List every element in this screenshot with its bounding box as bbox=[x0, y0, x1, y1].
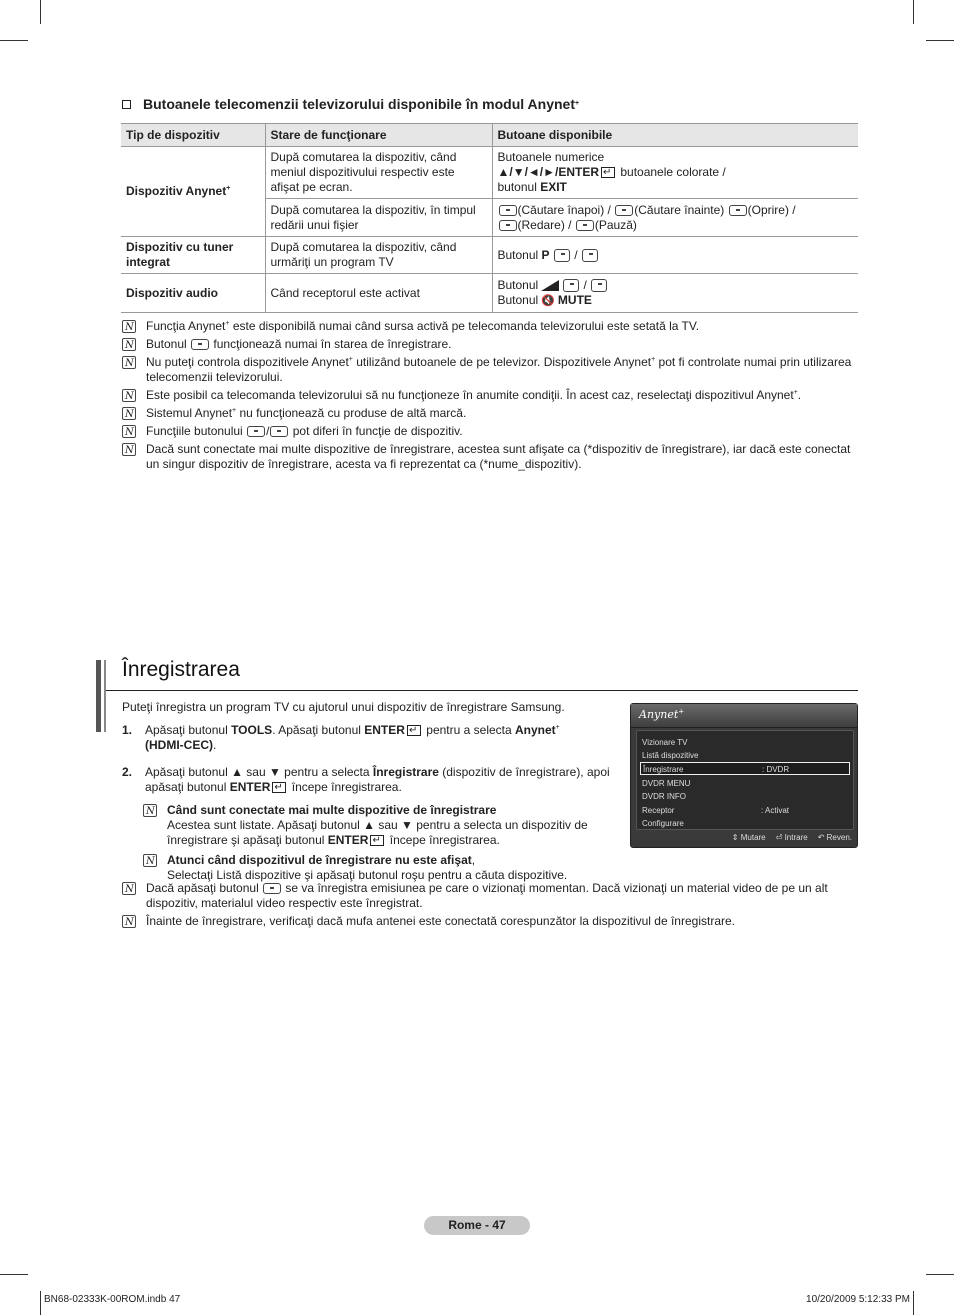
buttons-text: Butonul bbox=[497, 247, 542, 262]
note-text: pot fi controlate numai prin utilizarea telecomenzii televizorului. bbox=[146, 355, 852, 384]
channel-down-icon bbox=[582, 249, 598, 262]
note-text: nu funcţionează cu produse de altă marcă. bbox=[236, 406, 467, 420]
enter-icon bbox=[370, 835, 384, 846]
page-title: Înregistrarea bbox=[122, 658, 240, 681]
pause-icon bbox=[576, 220, 594, 231]
note-text: utilizând butoanele de pe televizor. Dispozitivele Anynet bbox=[352, 355, 652, 369]
osd-menu-item bbox=[640, 817, 850, 830]
sub-title: Atunci când dispozitivul de înregistrare nu este afişat bbox=[167, 853, 472, 867]
list-item bbox=[122, 442, 857, 472]
buttons-text: (Redare) / bbox=[517, 217, 572, 232]
buttons-text: Butonul bbox=[497, 292, 539, 307]
osd-menu-item bbox=[640, 804, 850, 817]
step-number: 2. bbox=[122, 765, 133, 779]
buttons-sep: / bbox=[570, 247, 581, 262]
step-key: (HDMI-CEC) bbox=[145, 738, 213, 752]
osd-hint-text: Intrare bbox=[784, 833, 808, 842]
sub-text: Selectaţi Listă dispozitive şi apăsaţi butonul roşu pentru a căuta dispozitive. bbox=[167, 868, 568, 882]
table-header: Tip de dispozitiv bbox=[121, 124, 265, 147]
buttons-cell bbox=[492, 147, 858, 199]
notes-list bbox=[122, 319, 857, 475]
osd-menu-panel bbox=[636, 730, 854, 830]
fast-forward-icon bbox=[615, 205, 633, 216]
note-icon bbox=[122, 356, 136, 369]
note-sup: + bbox=[348, 356, 353, 363]
volume-icon bbox=[541, 280, 559, 291]
list-item bbox=[122, 319, 857, 334]
buttons-cell bbox=[492, 199, 858, 237]
device-cell bbox=[121, 147, 265, 237]
volume-down-icon bbox=[591, 279, 607, 292]
osd-hint-text: Mutare bbox=[740, 833, 766, 842]
note-sup: + bbox=[651, 356, 656, 363]
note-icon bbox=[122, 389, 136, 402]
state-cell: Când receptorul este activat bbox=[265, 274, 492, 313]
device-buttons-table bbox=[121, 123, 858, 313]
play-icon bbox=[499, 220, 517, 231]
note-text: Nu puteţi controla dispozitivele Anynet bbox=[146, 355, 349, 369]
osd-header bbox=[631, 704, 857, 728]
buttons-line bbox=[498, 165, 854, 180]
list-item bbox=[122, 337, 857, 352]
note-icon bbox=[122, 425, 136, 438]
divider bbox=[106, 690, 858, 691]
footer-datetime: 10/20/2009 5:12:33 PM bbox=[806, 1294, 910, 1305]
footer-filename: BN68-02333K-00ROM.indb 47 bbox=[44, 1294, 181, 1305]
record-icon bbox=[263, 883, 281, 894]
buttons-text: butoanele colorate / bbox=[617, 165, 726, 179]
note-text: Înainte de înregistrare, verificaţi dacă mufa antenei este conectată corespunzător la dispozitivul de înregistrare. bbox=[146, 914, 735, 928]
crop-mark bbox=[40, 1291, 41, 1315]
channel-up-icon bbox=[554, 249, 570, 262]
osd-menu-item bbox=[640, 736, 850, 749]
section-heading: Butoanele telecomenzii televizorului disponibile în modul Anynet + bbox=[122, 96, 579, 112]
table-row bbox=[121, 237, 858, 274]
step-text: (dispozitiv de înregistrare), apoi apăsaţi butonul bbox=[145, 765, 610, 794]
device-sup: + bbox=[226, 185, 231, 192]
anynet-menu-screenshot bbox=[630, 703, 858, 848]
note-text: funcţionează numai în starea de înregistrare. bbox=[210, 337, 452, 351]
buttons-cell bbox=[492, 274, 858, 313]
volume-up-icon bbox=[563, 279, 579, 292]
list-item bbox=[122, 881, 857, 911]
buttons-text: (Oprire) / bbox=[747, 202, 796, 217]
step-text: . bbox=[213, 738, 217, 752]
osd-item-value: : Activat bbox=[761, 806, 790, 815]
buttons-line bbox=[498, 293, 854, 309]
note-text: . bbox=[797, 388, 802, 402]
fast-forward-icon bbox=[270, 426, 288, 437]
crop-mark bbox=[913, 0, 914, 24]
osd-footer bbox=[636, 833, 854, 842]
recording-notes bbox=[122, 881, 857, 932]
state-cell: După comutarea la dispozitiv, când meniul dispozitivului respectiv este afişat pe ecran. bbox=[265, 147, 492, 199]
osd-menu-item bbox=[640, 749, 850, 762]
enter-icon bbox=[407, 725, 421, 736]
intro-text: Puteţi înregistra un program TV cu ajutorul unui dispozitiv de înregistrare Samsung. bbox=[122, 700, 565, 714]
step-number: 1. bbox=[122, 723, 133, 737]
crop-mark bbox=[926, 40, 954, 41]
crop-mark bbox=[913, 1291, 914, 1315]
stop-icon bbox=[729, 205, 747, 216]
mute-key: MUTE bbox=[557, 292, 592, 307]
step-text: Apăsaţi butonul bbox=[145, 723, 232, 737]
page-number: Rome - 47 bbox=[424, 1216, 530, 1235]
osd-menu-item bbox=[640, 777, 850, 790]
step-text: . Apăsaţi butonul bbox=[272, 723, 365, 737]
section-bar bbox=[104, 660, 106, 732]
p-key: P bbox=[541, 247, 550, 262]
osd-item-label: DVDR MENU bbox=[642, 779, 691, 788]
note-icon bbox=[122, 407, 136, 420]
checkbox-bullet-icon bbox=[122, 100, 131, 109]
note-icon bbox=[143, 804, 157, 817]
enter-icon bbox=[272, 782, 286, 793]
note-icon bbox=[122, 338, 136, 351]
table-row bbox=[121, 147, 858, 199]
step-text: începe înregistrarea. bbox=[288, 780, 402, 794]
anynet-logo-sup: + bbox=[678, 707, 685, 716]
device-cell: Dispozitiv audio bbox=[121, 274, 265, 313]
osd-item-label: DVDR INFO bbox=[642, 792, 686, 801]
osd-menu-item-selected bbox=[640, 762, 850, 775]
sub-title: Când sunt conectate mai multe dispozitive de înregistrare bbox=[167, 803, 497, 817]
osd-hint-text: Reven. bbox=[826, 833, 852, 842]
step-text: Apăsaţi butonul ▲ sau ▼ pentru a selecta bbox=[145, 765, 373, 779]
enter-icon bbox=[601, 167, 615, 178]
osd-item-label: Receptor bbox=[642, 806, 675, 815]
state-cell: După comutarea la dispozitiv, în timpul redării unui fişier bbox=[265, 199, 492, 237]
rewind-icon bbox=[499, 205, 517, 216]
note-icon bbox=[122, 443, 136, 456]
crop-mark bbox=[0, 40, 28, 41]
buttons-line bbox=[498, 203, 854, 218]
crop-mark bbox=[40, 0, 41, 24]
list-item bbox=[122, 406, 857, 421]
crop-mark bbox=[926, 1274, 954, 1275]
note-icon bbox=[122, 320, 136, 333]
mute-icon: 🔇 bbox=[541, 294, 555, 307]
anynet-logo bbox=[639, 708, 684, 721]
buttons-cell bbox=[492, 237, 858, 274]
list-item bbox=[122, 388, 857, 403]
record-icon bbox=[191, 339, 209, 350]
buttons-line bbox=[498, 180, 854, 195]
device-label: Dispozitiv Anynet bbox=[126, 184, 227, 198]
crop-mark bbox=[0, 1274, 28, 1275]
rewind-icon bbox=[247, 426, 265, 437]
note-text: este disponibilă numai când sursa activă pe telecomanda televizorului este setată la TV. bbox=[229, 319, 700, 333]
note-text: Dacă apăsaţi butonul bbox=[146, 881, 263, 895]
list-item bbox=[143, 853, 627, 883]
osd-item-label: Înregistrare bbox=[643, 765, 684, 774]
buttons-text: (Pauză) bbox=[594, 217, 637, 232]
step-1 bbox=[122, 723, 627, 753]
note-sup: + bbox=[232, 407, 237, 414]
note-text: Funcţiile butonului bbox=[146, 424, 247, 438]
osd-menu-item bbox=[640, 790, 850, 803]
list-item bbox=[122, 424, 857, 439]
osd-move-hint bbox=[732, 833, 766, 842]
step-key: ENTER bbox=[229, 780, 271, 794]
osd-return-hint bbox=[818, 833, 852, 842]
anynet-logo-text: Anynet bbox=[639, 708, 679, 721]
enter-icon: ⏎ bbox=[775, 833, 783, 842]
recording-body bbox=[122, 700, 627, 883]
note-icon bbox=[122, 882, 136, 895]
note-sup: + bbox=[225, 320, 230, 327]
up-down-icon: ⇕ bbox=[731, 833, 739, 842]
section-bar bbox=[96, 660, 101, 732]
device-cell: Dispozitiv cu tuner integrat bbox=[121, 237, 265, 274]
osd-item-value: : DVDR bbox=[762, 765, 790, 774]
table-header-row bbox=[121, 124, 858, 147]
note-text: Este posibil ca telecomanda televizorului să nu funcţioneze în anumite condiţii. În acest caz, reselectaţi dispozitivul Anynet bbox=[146, 388, 794, 402]
list-item bbox=[122, 355, 857, 385]
buttons-text: Butonul bbox=[497, 277, 539, 292]
step-text: pentru a selecta bbox=[422, 723, 515, 737]
note-icon bbox=[143, 854, 157, 867]
buttons-line bbox=[498, 278, 854, 293]
note-icon bbox=[122, 915, 136, 928]
exit-key: EXIT bbox=[540, 180, 567, 194]
note-text: Dacă sunt conectate mai multe dispozitive de înregistrare, acestea sunt afişate ca (*dispozitiv de înregistrare), iar dacă este conectat un singur dispozitiv de înregistrare, acesta va fi reprezentat ca (*nume_dispozitiv). bbox=[146, 442, 851, 471]
osd-item-label: Configurare bbox=[642, 819, 684, 828]
state-cell: După comutarea la dispozitiv, când urmăriţi un program TV bbox=[265, 237, 492, 274]
list-item bbox=[143, 803, 627, 848]
buttons-text: (Căutare înapoi) / bbox=[517, 202, 611, 217]
sub-text: începe înregistrarea. bbox=[386, 833, 500, 847]
step-key: ENTER bbox=[327, 833, 369, 847]
note-sup: + bbox=[793, 389, 798, 396]
nav-keys: ▲/▼/◄/►/ENTER bbox=[497, 165, 600, 179]
table-row bbox=[121, 274, 858, 313]
step-key: TOOLS bbox=[231, 723, 273, 737]
return-icon: ↶ bbox=[817, 833, 825, 842]
buttons-line bbox=[498, 218, 854, 233]
note-text: pot diferi în funcţie de dispozitiv. bbox=[289, 424, 463, 438]
buttons-text: (Căutare înainte) bbox=[634, 202, 725, 217]
buttons-text: butonul bbox=[497, 180, 541, 194]
table-header: Stare de funcţionare bbox=[265, 124, 492, 147]
note-text: / bbox=[266, 424, 270, 438]
step-2 bbox=[122, 765, 627, 795]
note-text: Butonul bbox=[146, 337, 191, 351]
note-text: Sistemul Anynet bbox=[146, 406, 233, 420]
note-text: Funcţia Anynet bbox=[146, 319, 226, 333]
sub-text: , bbox=[471, 853, 476, 867]
buttons-sep: / bbox=[580, 277, 591, 292]
step-key: Anynet bbox=[515, 723, 556, 737]
osd-item-label: Listă dispozitive bbox=[642, 751, 699, 760]
buttons-line: Butoanele numerice bbox=[497, 150, 605, 164]
osd-item-label: Vizionare TV bbox=[642, 738, 688, 747]
table-header: Butoane disponibile bbox=[492, 124, 858, 147]
osd-enter-hint bbox=[776, 833, 808, 842]
list-item bbox=[122, 914, 857, 929]
step-sup: + bbox=[555, 724, 560, 731]
note-text: se va înregistra emisiunea pe care o vizionaţi momentan. Dacă vizionaţi un material video de pe un alt dispozitiv, materialul video respectiv este înregistrat. bbox=[146, 881, 828, 910]
section-heading-text: Butoanele telecomenzii televizorului disponibile în modul Anynet bbox=[143, 96, 575, 112]
step-key: Înregistrare bbox=[372, 765, 439, 779]
step-key: ENTER bbox=[364, 723, 405, 737]
sub-text: Acestea sunt listate. Apăsaţi butonul ▲ sau ▼ pentru a selecta un dispozitiv de înregistrare şi apăsaţi butonul bbox=[167, 818, 588, 847]
